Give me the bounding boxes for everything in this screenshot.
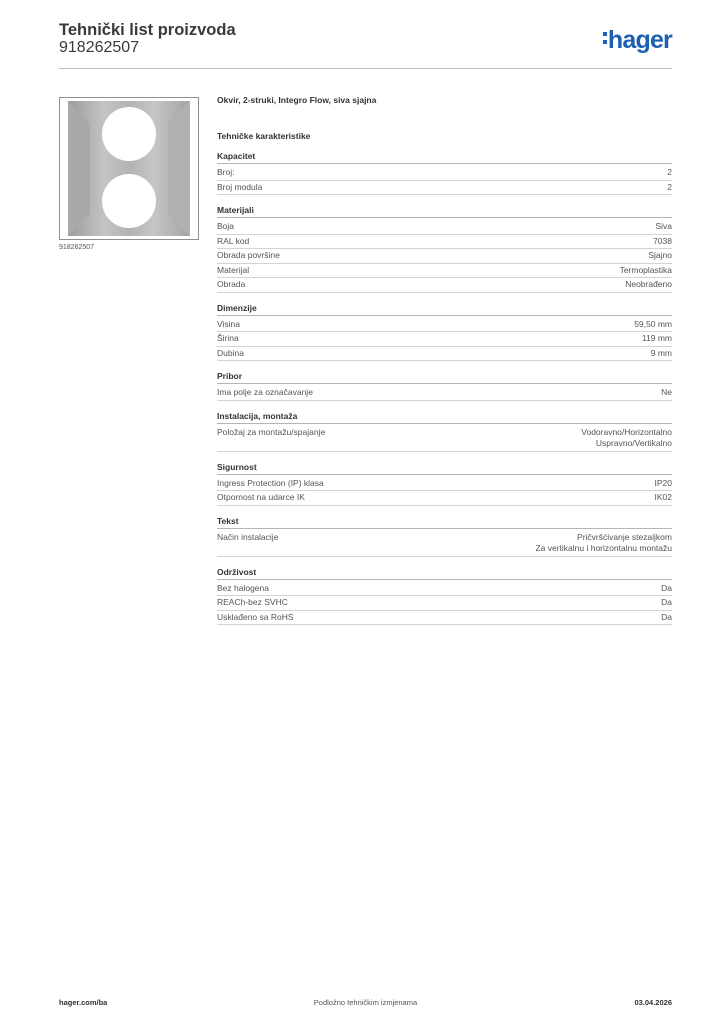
- spec-value: Termoplastika: [619, 264, 672, 275]
- spec-value: Da: [661, 611, 672, 622]
- spec-row: [217, 386, 672, 401]
- spec-value: IK02: [654, 492, 672, 502]
- spec-value: 2: [667, 167, 672, 177]
- spec-value: 2: [667, 181, 672, 192]
- spec-value: 119 mm: [641, 333, 672, 343]
- spec-row: [217, 582, 672, 597]
- hager-logo: [603, 26, 672, 55]
- spec-row: [217, 531, 672, 557]
- group-title: Dimenzije: [217, 303, 672, 316]
- spec-row: [217, 596, 672, 611]
- spec-value: Sjajno: [648, 250, 672, 260]
- spec-group: [217, 151, 672, 195]
- spec-value: 9 mm: [650, 347, 672, 358]
- group-title: Sigurnost: [217, 462, 672, 475]
- spec-value: 7038: [653, 235, 672, 246]
- spec-row: [217, 181, 672, 196]
- spec-value: Da: [661, 597, 672, 607]
- spec-label: Usklađeno sa RoHS: [217, 611, 294, 622]
- spec-row: [217, 611, 672, 626]
- spec-row: [217, 166, 672, 181]
- footer-note: Podložno tehničkim izmjenama: [313, 998, 418, 1007]
- spec-groups: [217, 151, 672, 625]
- spec-label: Način instalacije: [217, 531, 279, 542]
- logo-text: hager: [607, 26, 672, 54]
- spec-content: [217, 95, 672, 635]
- group-title: Pribor: [217, 371, 672, 384]
- spec-label: RAL kod: [217, 235, 250, 246]
- spec-group: [217, 411, 672, 452]
- spec-group: [217, 567, 672, 626]
- spec-label: Širina: [217, 333, 239, 343]
- spec-group: [217, 462, 672, 506]
- spec-value: Pričvršćivanje stezaljkom Za vertikalnu i horizontalnu montažu: [535, 531, 672, 553]
- spec-label: Visina: [217, 318, 240, 329]
- group-title: Materijali: [217, 205, 672, 218]
- spec-row: [217, 491, 672, 506]
- spec-row: [217, 264, 672, 279]
- spec-label: Obrada: [217, 279, 246, 289]
- spec-group: [217, 516, 672, 557]
- spec-group: [217, 205, 672, 293]
- spec-label: Ingress Protection (IP) klasa: [217, 477, 324, 488]
- spec-row: [217, 235, 672, 250]
- document-title: Tehnički list proizvoda: [59, 21, 236, 39]
- spec-group: [217, 303, 672, 362]
- spec-row: [217, 278, 672, 293]
- spec-row: [217, 426, 672, 452]
- spec-value: Neobrađeno: [625, 279, 672, 289]
- spec-value: Ne: [661, 387, 672, 397]
- spec-label: Broj:: [217, 167, 235, 177]
- product-name: Okvir, 2-struki, Integro Flow, siva sjajna: [217, 95, 377, 105]
- spec-value: IP20: [654, 477, 672, 488]
- spec-row: [217, 220, 672, 235]
- product-image: [59, 97, 199, 240]
- spec-label: Ima polje za označavanje: [217, 387, 313, 397]
- logo-dots-icon: [603, 32, 607, 46]
- group-title: Instalacija, montaža: [217, 411, 672, 424]
- spec-label: Obrada površine: [217, 250, 280, 260]
- spec-row: [217, 318, 672, 333]
- spec-row: [217, 347, 672, 362]
- double-frame-image: [60, 98, 198, 239]
- spec-value: Siva: [655, 221, 672, 231]
- footer-website: hager.com/ba: [59, 998, 108, 1007]
- spec-value: 59,50 mm: [634, 318, 672, 329]
- section-title: Tehničke karakteristike: [217, 131, 311, 141]
- spec-label: Materijal: [217, 264, 250, 275]
- group-title: Kapacitet: [217, 151, 672, 164]
- spec-label: Bez halogena: [217, 582, 269, 593]
- spec-group: [217, 371, 672, 401]
- spec-row: [217, 249, 672, 264]
- spec-row: [217, 477, 672, 492]
- spec-label: Boja: [217, 221, 235, 231]
- spec-row: [217, 332, 672, 347]
- image-caption: 918262507: [59, 244, 95, 251]
- spec-label: REACh-bez SVHC: [217, 597, 288, 607]
- spec-label: Broj modula: [217, 181, 263, 192]
- spec-label: Položaj za montažu/spajanje: [217, 426, 326, 437]
- footer-date: 03.04.2026: [634, 998, 672, 1007]
- document-number: 918262507: [59, 39, 140, 56]
- spec-value: Vodoravno/Horizontalno Uspravno/Vertikalno: [581, 426, 672, 448]
- spec-label: Dubina: [217, 347, 244, 358]
- spec-value: Da: [661, 582, 672, 593]
- page-header: [59, 20, 672, 69]
- group-title: Tekst: [217, 516, 672, 529]
- group-title: Održivost: [217, 567, 672, 580]
- spec-label: Otpornost na udarce IK: [217, 492, 305, 502]
